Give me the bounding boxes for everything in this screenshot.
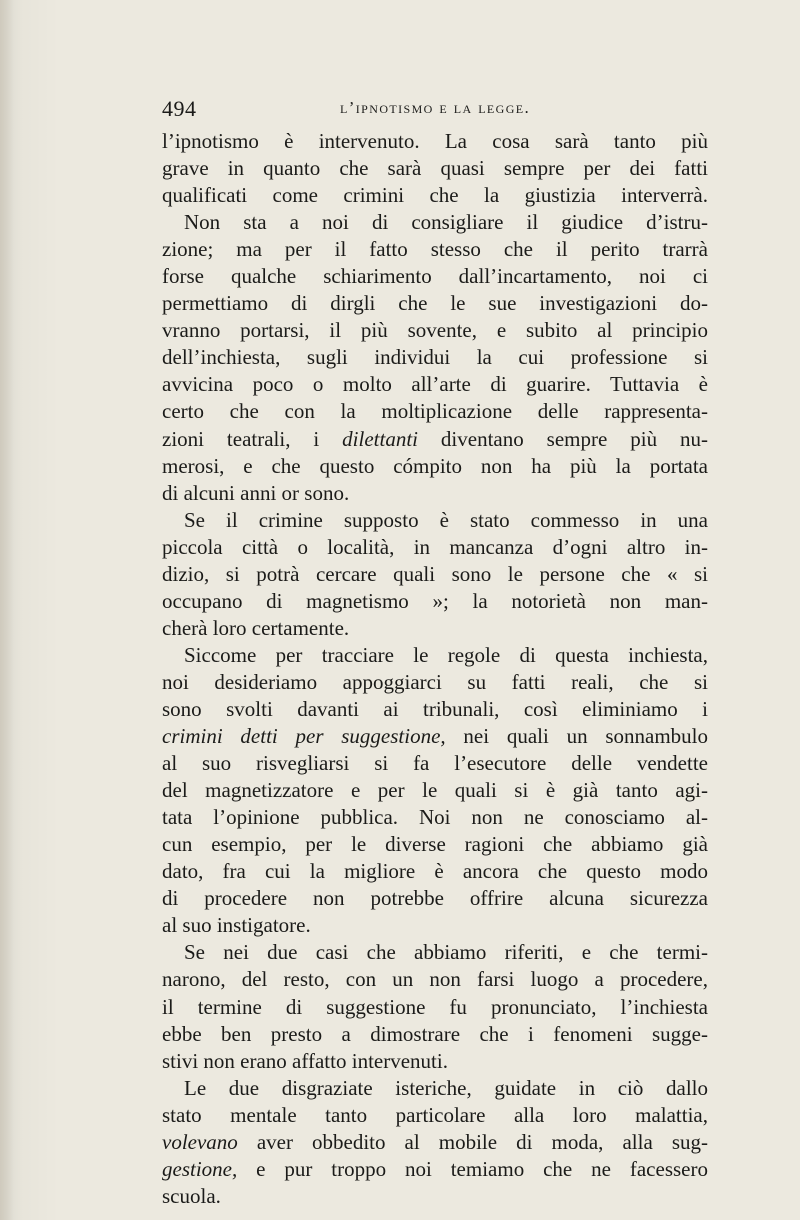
text-line: sono svolti davanti ai tribunali, così eliminiamo i <box>162 696 708 721</box>
text-line: merosi, e che questo cómpito non ha più la portata <box>162 453 708 478</box>
text-line: noi desideriamo appoggiarci su fatti reali, che si <box>162 669 708 694</box>
text-line: Siccome per tracciare le regole di questa inchiesta, <box>184 642 708 667</box>
text-line: vranno portarsi, il più sovente, e subito al principio <box>162 318 708 343</box>
text-line: grave in quanto che sarà quasi sempre per dei fatti <box>162 156 708 181</box>
italic-segment: crimini detti per suggestione, <box>162 724 446 749</box>
text-segment: aver obbedito al mobile di moda, alla sug- <box>237 1129 708 1154</box>
text-segment: nei quali un sonnambulo <box>445 724 708 749</box>
running-head-title: l’ipnotismo e la legge. <box>340 98 531 117</box>
text-line: stato mentale tanto particolare alla loro malattia, <box>162 1102 708 1127</box>
text-line <box>162 723 708 750</box>
text-line: al suo risvegliarsi si fa l’esecutore delle vendette <box>162 751 708 776</box>
text-line: cherà loro certamente. <box>162 615 350 640</box>
text-line: di procedere non potrebbe offrire alcuna sicurezza <box>162 886 708 911</box>
running-head <box>162 96 708 126</box>
text-line: Non sta a noi di consigliare il giudice d’istru- <box>184 210 708 235</box>
text-line: il termine di suggestione fu pronunciato, l’inchiesta <box>162 994 708 1019</box>
text-line: scuola. <box>162 1183 221 1208</box>
text-line: l’ipnotismo è intervenuto. La cosa sarà tanto più <box>162 129 708 153</box>
italic-segment: dilettanti <box>342 426 418 451</box>
text-line: stivi non erano affatto intervenuti. <box>162 1048 448 1073</box>
text-line: dizio, si potrà cercare quali sono le persone che « si <box>162 561 708 586</box>
text-line: dell’inchiesta, sugli individui la cui professione si <box>162 345 708 370</box>
text-line <box>162 426 708 453</box>
text-line: tata l’opinione pubblica. Noi non ne conosciamo al- <box>162 805 708 830</box>
body-text <box>162 128 708 1210</box>
text-line: al suo instigatore. <box>162 913 311 938</box>
text-line: di alcuni anni or sono. <box>162 480 350 505</box>
text-line: qualificati come crimini che la giustizia interverrà. <box>162 183 708 208</box>
text-line: del magnetizzatore e per le quali si è già tanto agi- <box>162 778 708 803</box>
text-line: piccola città o località, in mancanza d’ogni altro in- <box>162 534 708 559</box>
page-number: 494 <box>162 96 197 121</box>
text-line: Se il crimine supposto è stato commesso in una <box>184 507 708 532</box>
italic-segment: volevano <box>162 1129 238 1154</box>
text-line: occupano di magnetismo »; la notorietà non man- <box>162 588 708 613</box>
text-line: certo che con la moltiplicazione delle rappresenta- <box>162 399 708 424</box>
text-segment: diventano sempre più nu- <box>418 426 709 451</box>
text-segment: zioni teatrali, i <box>162 426 343 451</box>
text-line: Se nei due casi che abbiamo riferiti, e che termi- <box>184 940 708 965</box>
binding-shadow <box>0 0 14 1220</box>
text-line: avvicina poco o molto all’arte di guarire. Tuttavia è <box>162 372 708 397</box>
text-line: Le due disgraziate isteriche, guidate in ciò dallo <box>184 1075 708 1100</box>
text-segment: e pur troppo noi temiamo che ne facessero <box>237 1156 708 1181</box>
text-line: permettiamo di dirgli che le sue investigazioni do- <box>162 291 708 316</box>
text-line: narono, del resto, con un non farsi luogo a procedere, <box>162 967 708 992</box>
text-line: forse qualche schiarimento dall’incartamento, noi ci <box>162 264 708 289</box>
text-line: zione; ma per il fatto stesso che il perito trarrà <box>162 237 708 262</box>
text-line <box>162 1156 708 1183</box>
text-line: cun esempio, per le diverse ragioni che abbiamo già <box>162 832 708 857</box>
italic-segment: gestione, <box>162 1156 238 1181</box>
text-line <box>162 1129 708 1156</box>
text-line: ebbe ben presto a dimostrare che i fenomeni sugge- <box>162 1021 708 1046</box>
text-line: dato, fra cui la migliore è ancora che questo modo <box>162 859 708 884</box>
